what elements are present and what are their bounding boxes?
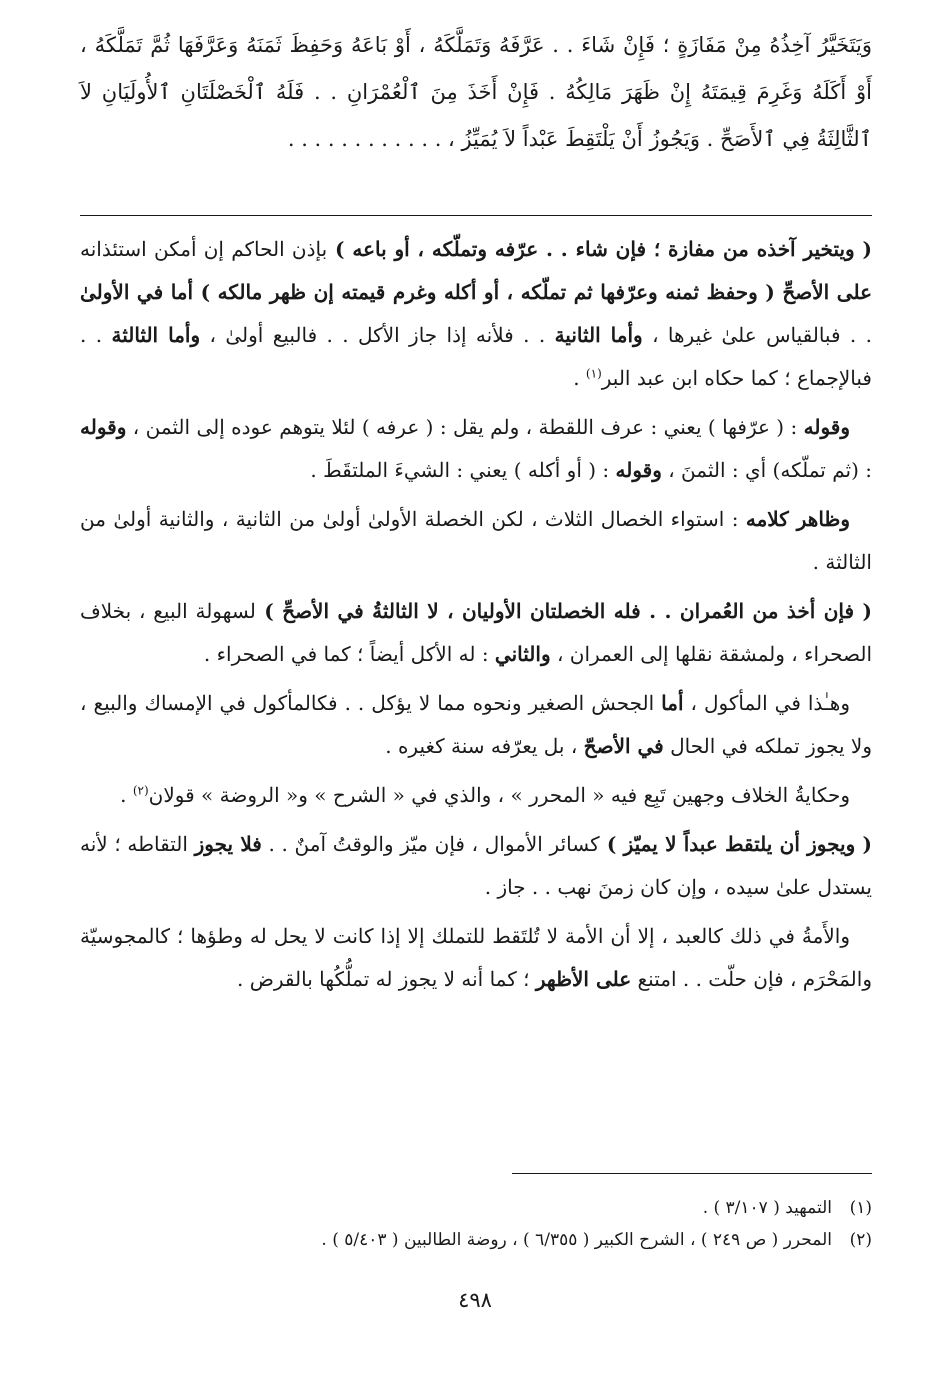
commentary (80, 228, 872, 1007)
matn-text: وَيَتَخَيَّرُ آخِذُهُ مِنْ مَفَازَةٍ ؛ فَإِنْ شَاءَ . . عَرَّفَهُ وَتَمَلَّكَهُ ، أَوْ بَاعَهُ وَحَفِظَ ثَمَنَهُ وَعَرَّفَهَا ثُمَّ تَمَلَّكَهُ ، أَوْ أَكَلَهُ وَغَرِمَ قِيمَتَهُ إِنْ ظَهَرَ مَالِكُهُ . فَإِنْ أَخَذَ مِنَ ٱلْعُمْرَانِ . . فَلَهُ ٱلْخَصْلَتَانِ ٱلأُولَيَانِ لاَ ٱلثَّالِثَةُ فِي ٱلأَصَحِّ . وَيَجُوزُ أَنْ يَلْتَقِطَ عَبْداً لاَ يُمَيِّزُ ، . . . . . . . . . . . . (80, 33, 872, 151)
quoted-matn: على الأصحِّ (774, 280, 873, 304)
commentary-text: كسائر الأموال ، فإن ميّز والوقتُ آمنٌ . . (261, 832, 600, 856)
commentary-paragraph (80, 823, 872, 909)
footnote-2 (80, 1224, 872, 1256)
commentary-paragraph (80, 590, 872, 676)
commentary-text: . (573, 366, 586, 390)
quoted-matn: وقوله (615, 458, 662, 482)
commentary-text: : ( أو أكله ) يعني : الشيءَ الملتقَطَ . (310, 458, 616, 482)
commentary-text: وهـٰذا في المأكول ، (683, 691, 850, 715)
commentary-text: وحكايةُ الخلاف وجهين تَبِع فيه « المحرر » ، والذي في « الشرح » و« الروضة » قولان (148, 783, 850, 807)
footnote-number: (١) (849, 1198, 872, 1218)
quoted-matn: ( ويجوز أن يلتقط عبداً لا يميّز ) (599, 832, 872, 856)
quoted-matn: وأما الثالثة (111, 323, 201, 347)
footnote-text: التمهيد ( ٣/١٠٧ ) . (702, 1198, 832, 1218)
footnote-separator (512, 1173, 872, 1174)
commentary-text: الجحش الصغير ونحوه مما لا يؤكل . . فكالمأكول في الإمساك والبيع ، ولا يجوز تملكه في الحال (80, 691, 872, 758)
commentary-text: . . فبالقياس علىٰ غيرها ، (642, 323, 872, 347)
commentary-text: ، بل يعرّفه سنة كغيره . (385, 734, 584, 758)
commentary-paragraph (80, 498, 872, 584)
matn-separator (80, 215, 872, 216)
commentary-text: لسهولة البيع ، بخلاف الصحراء ، ولمشقة نقلها إلى العمران ، (80, 599, 872, 666)
footnote-marker[interactable]: (٢) (132, 783, 149, 798)
quoted-matn: أما (661, 691, 684, 715)
commentary-text: : له الأكل أيضاً ؛ كما في الصحراء . (203, 642, 495, 666)
commentary-paragraph (80, 682, 872, 768)
commentary-text: : (ثم تملّكه) أي : الثمنَ ، (661, 458, 872, 482)
commentary-text: : ( عرّفها ) يعني : عرف اللقطة ، ولم يقل : ( عرفه ) لئلا يتوهم عوده إلى الثمن ، (126, 415, 804, 439)
page-number: ٤٩٨ (458, 1288, 492, 1312)
commentary-text: والأَمةُ في ذلك كالعبد ، إلا أن الأمة لا تُلتَقط للتملك إلا إذا كانت لا يحل له وطؤها ؛ كالمجوسيّة والمَحْرَم ، فإن حلّت . . امتنع (80, 924, 872, 991)
commentary-text: ؛ كما أنه لا يجوز له تملُّكُها بالقرض . (237, 967, 536, 991)
quoted-matn: وأما الثانية (554, 323, 643, 347)
quoted-matn: ( وحفظ ثمنه وعرّفها ثم تملّكه ، أو أكله وغرم قيمته إن ظهر مالكه ) (193, 280, 775, 304)
quoted-matn: أما في الأولىٰ (80, 280, 194, 304)
quoted-matn: في الأصحّ (583, 734, 664, 758)
quoted-matn: وقوله (803, 415, 850, 439)
commentary-paragraph (80, 774, 872, 817)
commentary-paragraph (80, 406, 872, 492)
footnotes (80, 1192, 872, 1256)
commentary-paragraph (80, 228, 872, 400)
commentary-text: . . فلأنه إذا جاز الأكل . . فالبيع أولىٰ ، (200, 323, 555, 347)
commentary-text: بإذن الحاكم إن أمكن استئذانه (80, 237, 328, 261)
footnote-marker[interactable]: (١) (585, 366, 602, 381)
quoted-matn: ( فإن أخذ من العُمران . . فله الخصلتان الأوليان ، لا الثالثةُ في الأصحِّ ) (255, 599, 872, 623)
quoted-matn: والثاني (494, 642, 551, 666)
commentary-text: التقاطه ؛ لأنه يستدل علىٰ سيده ، وإن كان زمنَ نهب . . جاز . (80, 832, 872, 899)
quoted-matn: على الأظهر (535, 967, 632, 991)
quoted-matn: ( ويتخير آخذه من مفازة ؛ فإن شاء . . عرّفه وتملّكه ، أو باعه ) (327, 237, 873, 261)
footnote-number: (٢) (849, 1230, 872, 1250)
commentary-paragraph (80, 915, 872, 1001)
footnote-text: المحرر ( ص ٢٤٩ ) ، الشرح الكبير ( ٦/٣٥٥ ) ، روضة الطالبين ( ٥/٤٠٣ ) . (321, 1230, 832, 1250)
commentary-text: : استواء الخصال الثلاث ، لكن الخصلة الأولىٰ أولىٰ من الثانية ، والثانية أولىٰ من الثالثة . (80, 507, 872, 574)
quoted-matn: فلا يجوز (194, 832, 262, 856)
footnote-1 (80, 1192, 872, 1224)
quoted-matn: وقوله (80, 415, 127, 439)
commentary-text: . . فبالإجماع ؛ كما حكاه ابن عبد البر (80, 323, 872, 390)
quoted-matn: وظاهر كلامه (745, 507, 850, 531)
commentary-text: . (120, 783, 133, 807)
